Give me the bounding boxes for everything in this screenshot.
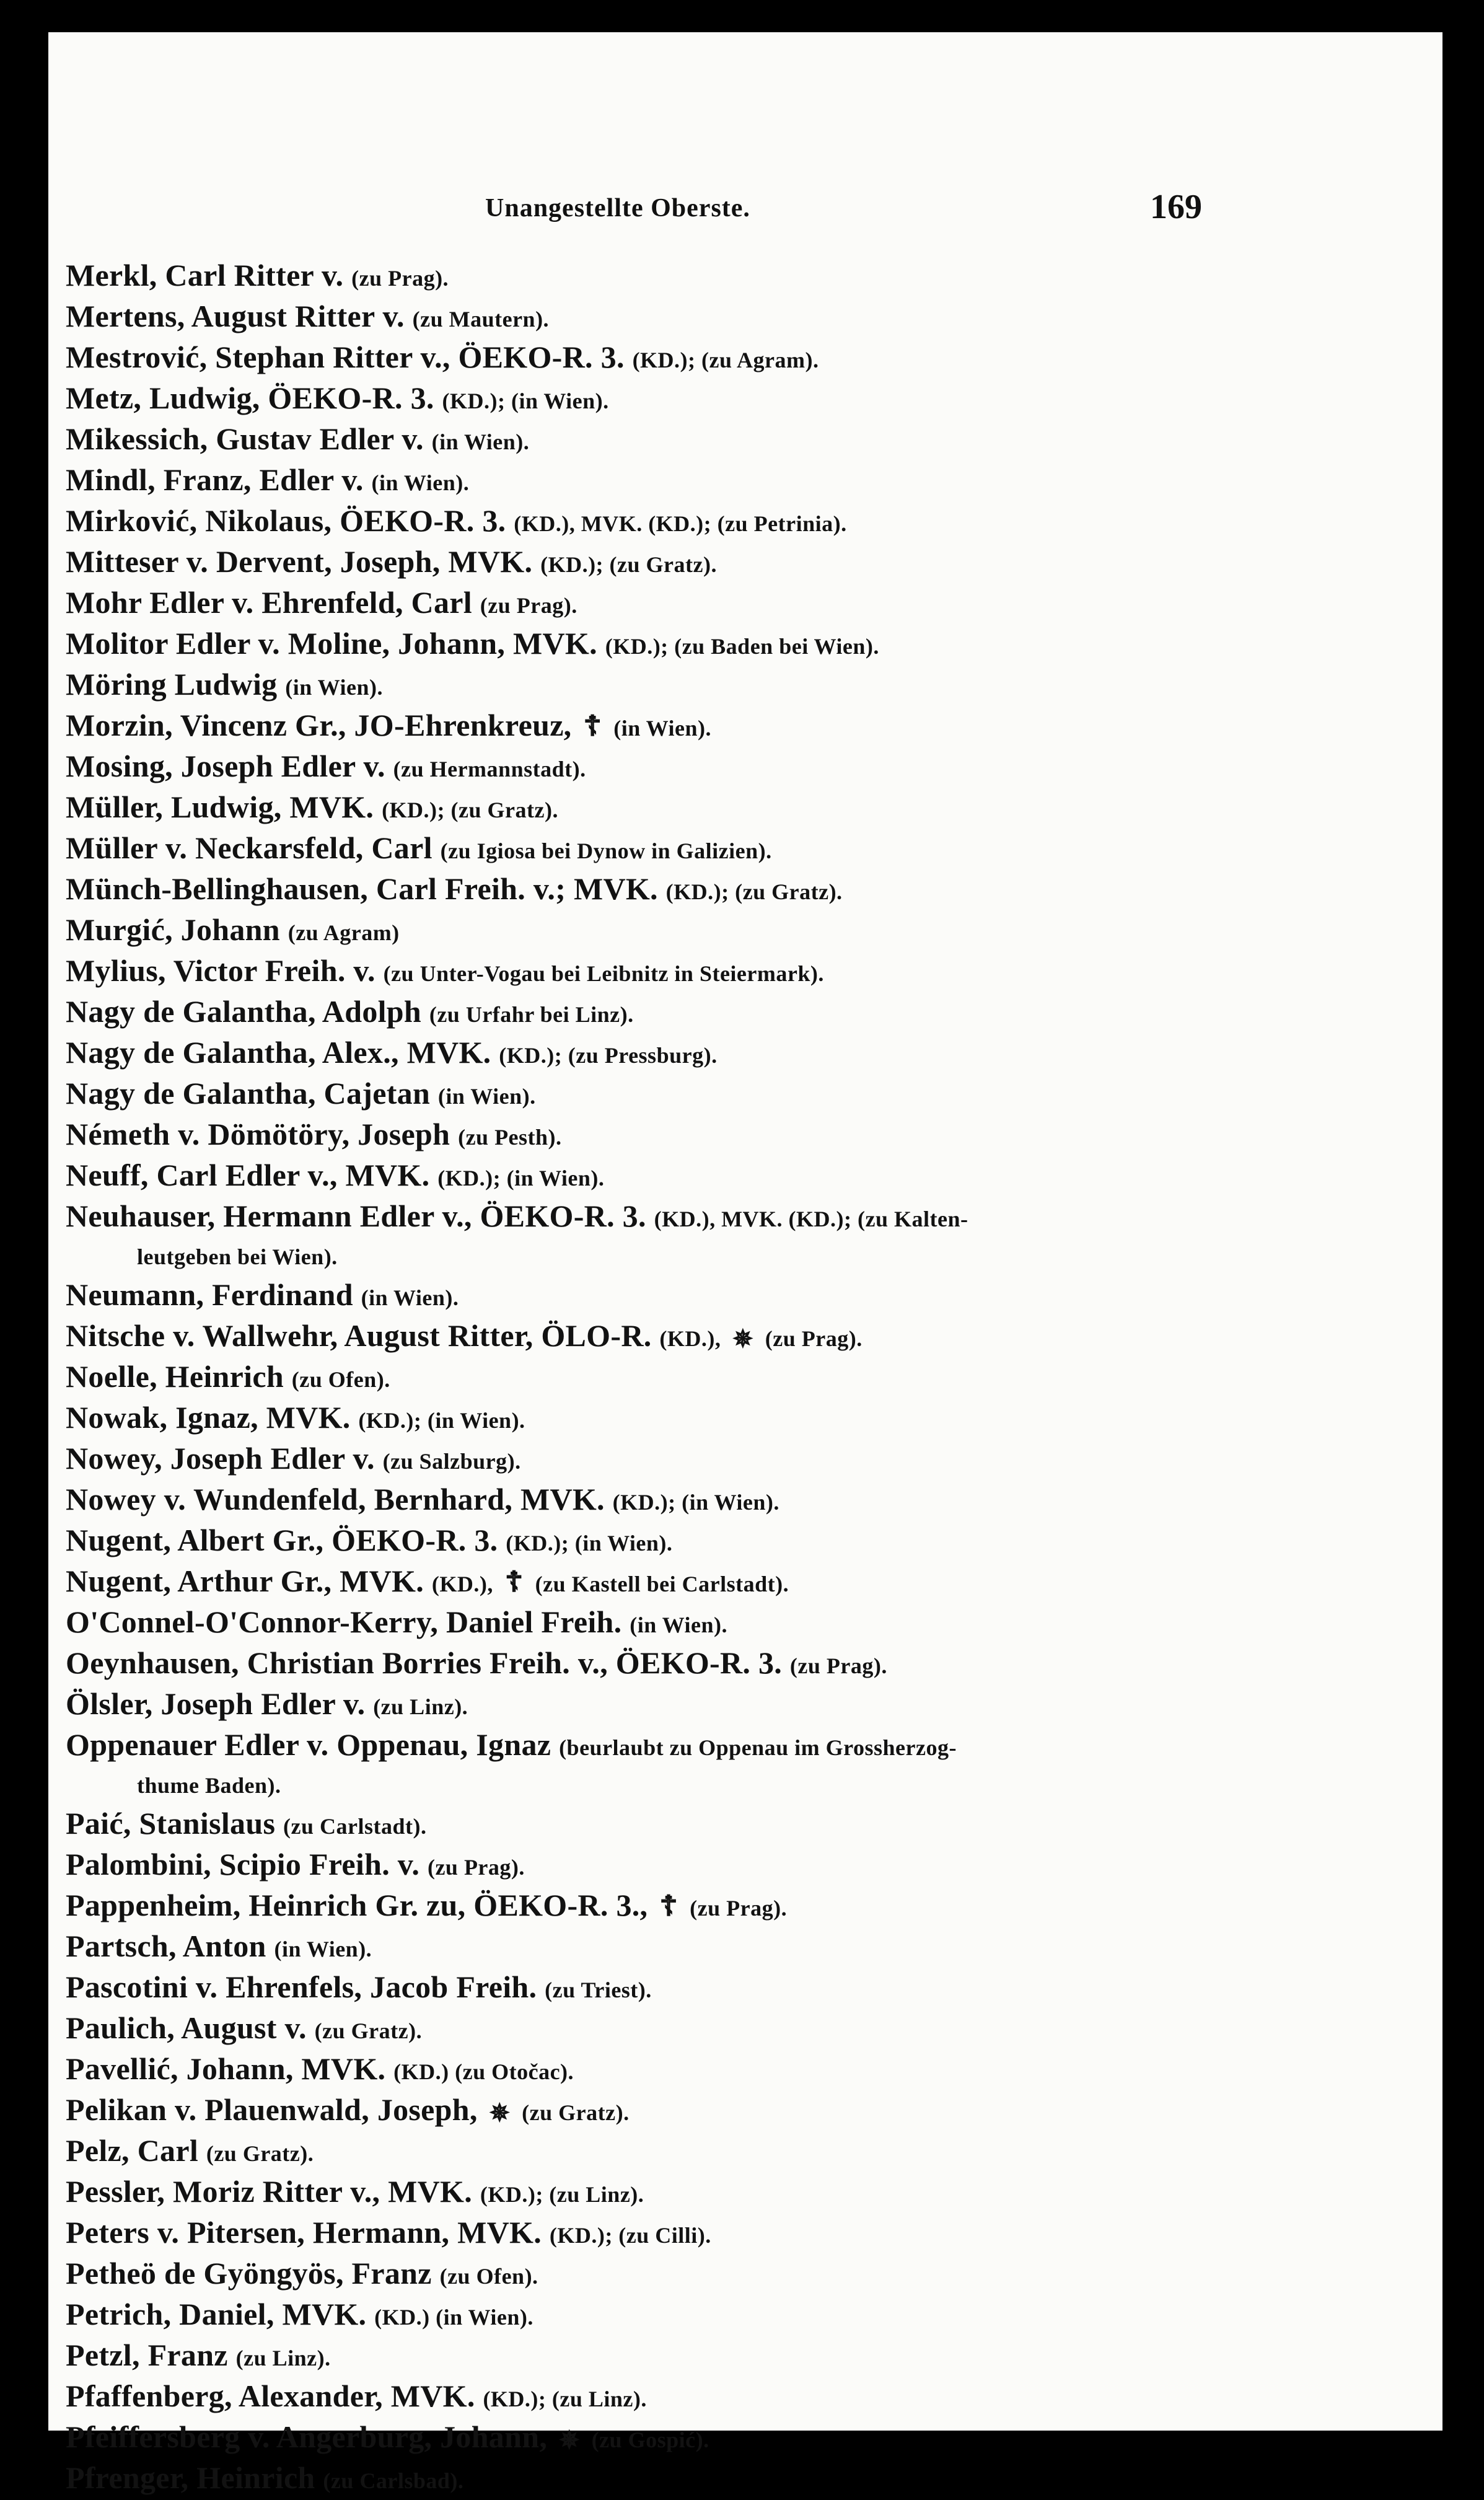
list-item — [66, 1927, 1398, 1968]
entry-name: Ölsler, Joseph Edler v. — [66, 1686, 366, 1721]
list-item — [66, 2173, 1398, 2214]
entry-line — [66, 625, 1398, 666]
entry-location-note: (zu Gratz). — [522, 2100, 630, 2125]
entry-name: Molitor Edler v. Moline, Johann, MVK. — [66, 626, 597, 661]
entry-line — [66, 257, 1398, 297]
entry-location-note: (KD.); (in Wien). — [506, 1531, 673, 1556]
entry-line — [66, 584, 1398, 625]
entry-line — [66, 706, 1398, 747]
entry-name: Nowak, Ignaz, MVK. — [66, 1400, 351, 1435]
entry-name: Oppenauer Edler v. Oppenau, Ignaz — [66, 1727, 551, 1762]
entry-line — [66, 2009, 1398, 2050]
entry-line — [66, 1886, 1398, 1927]
list-item — [66, 2418, 1398, 2459]
entry-line — [66, 297, 1398, 338]
entry-location-note: (KD.); (in Wien). — [437, 1166, 605, 1191]
entry-line — [66, 2214, 1398, 2255]
list-item — [66, 461, 1398, 502]
entry-continuation: leutgeben bei Wien). — [137, 1244, 338, 1269]
entry-name: Mikessich, Gustav Edler v. — [66, 421, 424, 456]
entry-name: Möring Ludwig — [66, 667, 278, 702]
entry-location-note: (in Wien). — [630, 1613, 727, 1637]
entry-line — [66, 2377, 1398, 2418]
list-item — [66, 502, 1398, 543]
document-page — [48, 32, 1442, 2495]
entry-name: Morzin, Vincenz Gr., JO-Ehrenkreuz, — [66, 708, 572, 742]
list-item — [66, 993, 1398, 1034]
list-item — [66, 2295, 1398, 2336]
entry-line — [66, 1317, 1398, 1358]
entry-line — [66, 1968, 1398, 2009]
list-item — [66, 829, 1398, 870]
entry-name: Noelle, Heinrich — [66, 1359, 284, 1394]
entry-name: Merkl, Carl Ritter v. — [66, 258, 344, 293]
order-star-icon: ✵ — [732, 1324, 753, 1353]
entry-location-note: (KD.); (zu Pressburg). — [499, 1043, 718, 1068]
entry-location-note: (in Wien). — [371, 470, 470, 495]
entry-line — [66, 1034, 1398, 1075]
list-item — [66, 2091, 1398, 2132]
entry-location-note: (KD.); (in Wien). — [442, 389, 609, 413]
list-item — [66, 543, 1398, 584]
entry-name: Pfrenger, Heinrich — [66, 2460, 315, 2495]
entry-line — [66, 1805, 1398, 1846]
entry-location-note: (KD.) (zu Otočac). — [393, 2059, 574, 2084]
list-item — [66, 2336, 1398, 2377]
entry-location-note: (KD.), — [431, 1572, 493, 1596]
entry-line — [66, 1562, 1398, 1603]
entry-line — [66, 1156, 1398, 1197]
entry-name: Németh v. Dömötöry, Joseph — [66, 1117, 450, 1151]
entry-location-note: (zu Mautern). — [412, 307, 550, 332]
entry-line — [66, 1197, 1398, 1238]
entry-name: Pelz, Carl — [66, 2133, 199, 2168]
entry-name: Münch-Bellinghausen, Carl Freih. v.; MVK. — [66, 871, 658, 906]
entry-continuation: thume Baden). — [137, 1773, 281, 1798]
page-header — [48, 187, 1442, 231]
entry-name: Mylius, Victor Freih. v. — [66, 953, 375, 988]
entry-line — [66, 1116, 1398, 1156]
entry-location-note: (KD.), MVK. (KD.); (zu Petrinia). — [514, 511, 847, 536]
entry-location-note: (zu Gratz). — [314, 2018, 423, 2043]
entry-location-note: (in Wien). — [274, 1937, 372, 1961]
entry-name: Pelikan v. Plauenwald, Joseph, — [66, 2092, 478, 2127]
entry-line — [66, 829, 1398, 870]
entry-line — [66, 1358, 1398, 1399]
entry-name: Petrich, Daniel, MVK. — [66, 2297, 367, 2331]
entry-line — [66, 993, 1398, 1034]
entry-location-note: (zu Ofen). — [291, 1367, 390, 1392]
entry-line — [66, 2091, 1398, 2132]
list-item — [66, 1644, 1398, 1685]
list-item — [66, 1197, 1398, 1276]
list-item — [66, 1846, 1398, 1886]
entry-line — [66, 788, 1398, 829]
entry-location-note: (zu Igiosa bei Dynow in Galizien). — [440, 838, 772, 863]
entry-name: Pfeiffersberg v. Angerburg, Johann, — [66, 2419, 548, 2454]
entry-name: Mertens, August Ritter v. — [66, 299, 405, 333]
entry-location-note: (KD.); (in Wien). — [612, 1490, 779, 1515]
list-item — [66, 1968, 1398, 2009]
order-star-icon: ✵ — [558, 2426, 580, 2454]
entry-name: Neumann, Ferdinand — [66, 1277, 353, 1312]
entry-location-note: (KD.); (zu Cilli). — [549, 2223, 711, 2248]
entry-location-note: (zu Kastell bei Carlstadt). — [535, 1572, 789, 1596]
entry-location-note: (zu Carlsbad). — [323, 2468, 464, 2493]
list-item — [66, 2009, 1398, 2050]
entry-line — [66, 461, 1398, 502]
entry-line — [66, 666, 1398, 706]
entry-name: Pessler, Moriz Ritter v., MVK. — [66, 2174, 473, 2209]
list-item — [66, 625, 1398, 666]
entry-location-note: (zu Prag). — [351, 266, 449, 291]
entry-line — [66, 420, 1398, 461]
list-item — [66, 1481, 1398, 1521]
entry-line — [66, 338, 1398, 379]
entry-location-note: (in Wien). — [431, 429, 530, 454]
entry-line — [66, 1075, 1398, 1116]
entry-location-note: (KD.), — [659, 1326, 721, 1351]
entry-name: Peters v. Pitersen, Hermann, MVK. — [66, 2215, 542, 2250]
entry-location-note: (KD.); (zu Agram). — [632, 348, 819, 372]
entry-location-note: (KD.); (zu Gratz). — [540, 552, 717, 577]
entry-location-note: (zu Hermannstadt). — [393, 757, 586, 781]
list-item — [66, 1156, 1398, 1197]
entry-line — [66, 2295, 1398, 2336]
entry-location-note: (KD.) (in Wien). — [374, 2305, 533, 2330]
entry-name: Nagy de Galantha, Adolph — [66, 994, 422, 1029]
list-item — [66, 952, 1398, 993]
list-item — [66, 1276, 1398, 1317]
entry-location-note: (in Wien). — [361, 1285, 459, 1310]
entry-line — [66, 911, 1398, 952]
entry-name: Partsch, Anton — [66, 1929, 266, 1963]
entry-line — [66, 379, 1398, 420]
order-star-icon: ✵ — [489, 2098, 511, 2127]
entry-name: Nitsche v. Wallwehr, August Ritter, ÖLO-R. — [66, 1318, 652, 1353]
list-item — [66, 706, 1398, 747]
list-item — [66, 338, 1398, 379]
entry-name: Pappenheim, Heinrich Gr. zu, ÖEKO-R. 3., — [66, 1888, 648, 1922]
list-item — [66, 2050, 1398, 2091]
list-item — [66, 1116, 1398, 1156]
entry-line — [66, 1521, 1398, 1562]
entry-name: Pascotini v. Ehrenfels, Jacob Freih. — [66, 1970, 537, 2004]
entry-name: Mindl, Franz, Edler v. — [66, 462, 364, 497]
entry-location-note: (zu Gospić). — [591, 2427, 709, 2452]
order-cross-icon: ☦ — [659, 1890, 678, 1922]
entry-location-note: (KD.); (zu Linz). — [483, 2387, 647, 2411]
entry-location-note: (zu Prag). — [427, 1855, 525, 1880]
entry-location-note: (in Wien). — [613, 716, 711, 741]
entry-location-note: (zu Urfahr bei Linz). — [429, 1002, 634, 1027]
entry-location-note: (zu Prag). — [690, 1896, 788, 1921]
list-item — [66, 788, 1398, 829]
entry-location-note: (zu Linz). — [373, 1694, 468, 1719]
entry-line — [66, 2050, 1398, 2091]
entry-line — [66, 870, 1398, 911]
list-item — [66, 1886, 1398, 1927]
entry-location-note: (zu Triest). — [545, 1978, 652, 2002]
entry-line — [66, 543, 1398, 584]
entry-location-note: (zu Agram) — [288, 920, 400, 945]
list-item — [66, 584, 1398, 625]
entry-name: Neuff, Carl Edler v., MVK. — [66, 1158, 430, 1192]
list-item — [66, 2132, 1398, 2173]
entry-location-note: (zu Unter-Vogau bei Leibnitz in Steiermark). — [383, 961, 824, 986]
entry-location-note: (zu Ofen). — [439, 2264, 538, 2289]
entry-location-note: (zu Prag). — [765, 1326, 863, 1351]
entry-line — [66, 1276, 1398, 1317]
entry-location-note: (zu Prag). — [789, 1653, 887, 1678]
entry-name: Petzl, Franz — [66, 2338, 228, 2372]
entry-location-note: (KD.); (zu Baden bei Wien). — [605, 634, 879, 659]
entry-name: Metz, Ludwig, ÖEKO-R. 3. — [66, 381, 434, 415]
entry-line — [66, 2336, 1398, 2377]
entry-name: Mestrović, Stephan Ritter v., ÖEKO-R. 3. — [66, 340, 625, 374]
page-number: 169 — [1150, 188, 1202, 226]
entry-line — [66, 2255, 1398, 2295]
entry-name: Paić, Stanislaus — [66, 1806, 276, 1841]
entry-location-note: (zu Carlstadt). — [283, 1814, 427, 1839]
entry-location-note: (zu Salzburg). — [382, 1449, 521, 1474]
list-item — [66, 1399, 1398, 1440]
entry-location-note: (KD.), MVK. (KD.); (zu Kalten- — [654, 1207, 968, 1231]
entry-name: Oeynhausen, Christian Borries Freih. v., ÖEKO-R. 3. — [66, 1645, 783, 1680]
entry-list — [66, 257, 1398, 2500]
order-cross-icon: ☦ — [504, 1566, 524, 1598]
list-item — [66, 2214, 1398, 2255]
entry-name: Nowey v. Wundenfeld, Bernhard, MVK. — [66, 1482, 605, 1516]
entry-name: Petheö de Gyöngyös, Franz — [66, 2256, 432, 2291]
entry-line — [66, 2173, 1398, 2214]
entry-location-note: (KD.); (zu Linz). — [480, 2182, 644, 2207]
order-cross-icon: ☦ — [583, 710, 602, 742]
entry-line — [66, 1644, 1398, 1685]
list-item — [66, 257, 1398, 297]
entry-location-note: (beurlaubt zu Oppenau im Grossherzog- — [559, 1735, 957, 1760]
list-item — [66, 420, 1398, 461]
entry-line — [66, 1399, 1398, 1440]
entry-line — [66, 1603, 1398, 1644]
list-item — [66, 1521, 1398, 1562]
list-item — [66, 1075, 1398, 1116]
list-item — [66, 870, 1398, 911]
entry-name: Nowey, Joseph Edler v. — [66, 1441, 375, 1476]
list-item — [66, 297, 1398, 338]
list-item — [66, 1603, 1398, 1644]
entry-line — [66, 1481, 1398, 1521]
entry-name: Paulich, August v. — [66, 2010, 307, 2045]
list-item — [66, 911, 1398, 952]
entry-line — [66, 1685, 1398, 1726]
list-item — [66, 1034, 1398, 1075]
entry-location-note: (zu Gratz). — [206, 2141, 314, 2166]
entry-line — [66, 1846, 1398, 1886]
entry-location-note: (zu Prag). — [480, 593, 577, 618]
entry-name: Nagy de Galantha, Cajetan — [66, 1076, 431, 1111]
entry-name: Murgić, Johann — [66, 912, 280, 947]
entry-line — [66, 747, 1398, 788]
entry-line — [66, 2418, 1398, 2459]
entry-location-note: (in Wien). — [285, 675, 383, 700]
list-item — [66, 2255, 1398, 2295]
list-item — [66, 1440, 1398, 1481]
entry-name: O'Connel-O'Connor-Kerry, Daniel Freih. — [66, 1604, 622, 1639]
entry-location-note: (in Wien). — [437, 1084, 536, 1109]
list-item — [66, 747, 1398, 788]
list-item — [66, 379, 1398, 420]
list-item — [66, 1317, 1398, 1358]
list-item — [66, 666, 1398, 706]
entry-name: Nagy de Galantha, Alex., MVK. — [66, 1035, 491, 1070]
entry-name: Mohr Edler v. Ehrenfeld, Carl — [66, 585, 472, 620]
list-item — [66, 1685, 1398, 1726]
entry-name: Müller, Ludwig, MVK. — [66, 790, 374, 824]
entry-name: Pfaffenberg, Alexander, MVK. — [66, 2379, 475, 2413]
list-item — [66, 2377, 1398, 2418]
entry-location-note: (zu Linz). — [235, 2346, 331, 2370]
entry-line — [66, 1726, 1398, 1767]
list-item — [66, 1358, 1398, 1399]
entry-line — [66, 1440, 1398, 1481]
entry-name: Nugent, Albert Gr., ÖEKO-R. 3. — [66, 1523, 498, 1557]
list-item — [66, 2459, 1398, 2500]
entry-line — [66, 502, 1398, 543]
entry-name: Neuhauser, Hermann Edler v., ÖEKO-R. 3. — [66, 1199, 646, 1233]
entry-line — [66, 2459, 1398, 2500]
entry-location-note: (zu Pesth). — [458, 1125, 562, 1150]
entry-location-note: (KD.); (zu Gratz). — [665, 879, 843, 904]
list-item — [66, 1726, 1398, 1805]
entry-name: Mirković, Nikolaus, ÖEKO-R. 3. — [66, 503, 506, 538]
running-title: Unangestellte Oberste. — [485, 194, 750, 222]
entry-line — [66, 1927, 1398, 1968]
entry-location-note: (KD.); (in Wien). — [358, 1408, 525, 1433]
entry-name: Pavellić, Johann, MVK. — [66, 2051, 386, 2086]
entry-line — [66, 2132, 1398, 2173]
entry-name: Mitteser v. Dervent, Joseph, MVK. — [66, 544, 533, 579]
entry-name: Müller v. Neckarsfeld, Carl — [66, 830, 432, 865]
list-item — [66, 1562, 1398, 1603]
list-item — [66, 1805, 1398, 1846]
entry-name: Mosing, Joseph Edler v. — [66, 749, 385, 783]
entry-name: Palombini, Scipio Freih. v. — [66, 1847, 420, 1882]
entry-name: Nugent, Arthur Gr., MVK. — [66, 1564, 424, 1598]
entry-line — [66, 952, 1398, 993]
entry-location-note: (KD.); (zu Gratz). — [382, 798, 558, 822]
